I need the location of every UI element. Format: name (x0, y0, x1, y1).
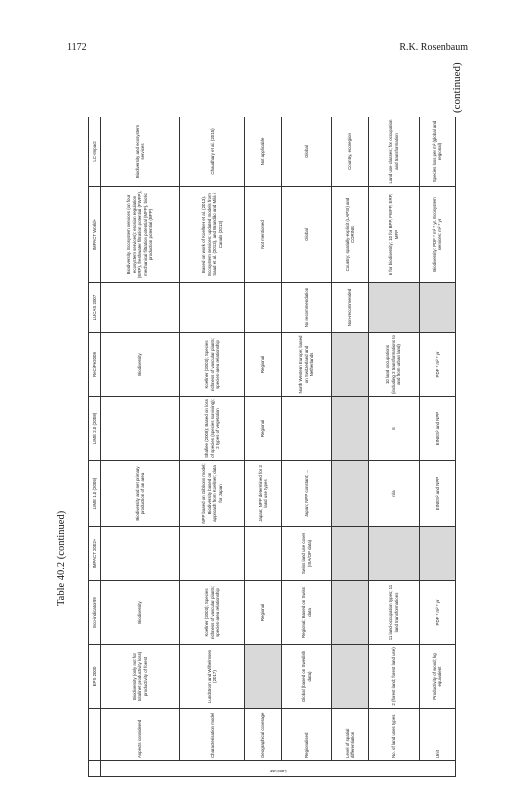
table-cell: PDF * m² * yr (419, 333, 455, 397)
table-cell: Country; spatially-explicit (LAPSI) and CORINE (332, 187, 368, 283)
table-cell: 6 (368, 397, 419, 461)
row-label: No. of land uses types (368, 709, 419, 761)
row-label: Aspects considered (101, 709, 180, 761)
table-header-row (89, 117, 101, 777)
table-cell: Productivity of wood; kg equivalent (419, 645, 455, 709)
row-label: Level of spatial differentiation (332, 709, 368, 761)
table-cell: Koellner (2003); Species richness of vascular plants; species-area relationship (180, 333, 245, 397)
table-cell: 6 for biodiversity; 10 for BPP, FWFP, ERP, MFP (368, 187, 419, 283)
table-caption: Table 40.2 (continued) (56, 510, 67, 606)
table-cell: Not mentioned (245, 187, 281, 283)
table-cell: n/a (368, 461, 419, 527)
table-cell: 10 land occupations (including 2 transformations to and from urban land) (368, 333, 419, 397)
header-cell: EPS 2000 (89, 645, 101, 709)
table-row (180, 117, 245, 777)
table-cell: Regional (245, 333, 281, 397)
table-cell (245, 527, 281, 581)
table-cell (281, 397, 332, 461)
table-cell: NPP based on Gibbons model; Biodiversity based on approach from Koellner; data for Japan (180, 461, 245, 527)
table-cell (332, 645, 368, 709)
table-cell: PDF * m² * yr (419, 581, 455, 645)
table-cell: Biodiversity and ecosystem services (101, 117, 180, 187)
running-head (67, 42, 468, 58)
table-cell: Biodiversity and net primary production of an area (101, 461, 180, 527)
table-frame (88, 117, 456, 777)
table-cell: Japan; NPP constant; ... (281, 461, 332, 527)
table-cell: Lundstrom and Wilhelmsen (2017) (180, 645, 245, 709)
table-cell: Biodiversity (only not for total/net productivity loss) productivity of forest (101, 645, 180, 709)
row-label: Regionalised (281, 709, 332, 761)
table-cell (332, 527, 368, 581)
table-cell: EINES² and NPP (419, 397, 455, 461)
table-cell (101, 283, 180, 333)
header-cell: LC-Impact (89, 117, 101, 187)
header-cell: IMPACT 2002+ (89, 527, 101, 581)
table-cell: Swiss land use cover (ISA/OP data) (281, 527, 332, 581)
header-cell: LIME 2.0 (2008) (89, 397, 101, 461)
table-cell: Regional; Based on Swiss data (281, 581, 332, 645)
table-cell: Regional (245, 581, 281, 645)
side-label: Land use (269, 769, 287, 774)
table-cell: Regional (245, 397, 281, 461)
table-row (101, 117, 180, 777)
table-cell (332, 461, 368, 527)
table-cell: 2 (forest land; forest land use) (368, 645, 419, 709)
table-row (245, 117, 281, 777)
table-cell: Chaudhary et al. (2015) (180, 117, 245, 187)
table-cell: Global (281, 117, 332, 187)
continued-label: (continued) (451, 62, 463, 113)
table-cell (245, 645, 281, 709)
header-cell: Eco-indicator99 (89, 581, 101, 645)
table-cell: 11 land-occupation types; 11 land transformations (368, 581, 419, 645)
table-cell (101, 527, 180, 581)
header-cell (89, 709, 101, 761)
table-cell: Country, ecoregion (332, 117, 368, 187)
table-cell (419, 527, 455, 581)
table-cell: Biodiversity. Ecosystem services (on four ecosystem services): erosion regulation (ERP), freshwater filtration potential (FWFP), mechanical filtration potential (MFP), biotic production potential (BPP) (101, 187, 180, 283)
table-cell (245, 283, 281, 333)
table-cell: North Western Europe; based on Switzerland and Netherlands (281, 333, 332, 397)
row-label: Geographical coverage (245, 709, 281, 761)
row-label: Characterisation model (180, 709, 245, 761)
table-cell: Japan; NPP determined for 3 land use types (245, 461, 281, 527)
table-cell: Koellner (2003); Species richness of vascular plants; species-area relationship (180, 581, 245, 645)
table-row (332, 117, 368, 777)
table-row (419, 117, 455, 777)
table-cell: Based on work of Koellner et al. (2013). Ecosystem services: updated models from Saad et al. (2013), and Brandão and Milà i Canals (2013) (180, 187, 245, 283)
header-cell: IMPACT World+ (89, 187, 101, 283)
table-cell (332, 397, 368, 461)
table-row (368, 117, 419, 777)
land-use-table (88, 117, 456, 777)
table-cell: Global (281, 187, 332, 283)
header-cell: LUCAS 2007 (89, 283, 101, 333)
running-author: R.K. Rosenbaum (399, 42, 468, 53)
rotated-table (88, 117, 456, 777)
table-cell (180, 283, 245, 333)
table-cell: Land use classes; for occupation and transformation (368, 117, 419, 187)
header-cell: LIME 1.0 (2006) (89, 461, 101, 527)
header-cell: ReCiPe2008 (89, 333, 101, 397)
table-cell: EINES² and NPP (419, 461, 455, 527)
side-label-cell (101, 761, 456, 777)
table-cell: Species loss per m² (global and regional) (419, 117, 455, 187)
table-row (281, 117, 332, 777)
row-label: Unit (419, 709, 455, 761)
table-cell: Shafiee (2008); Based on loss of species (species surviving); 2 types of vegetation (180, 397, 245, 461)
table-cell (419, 283, 455, 333)
header-cell (89, 761, 101, 777)
table-cell: Biodiversity: PDF * m² * yr. Ecosystem services: m² * yr (419, 187, 455, 283)
table-cell: Non-recommended (332, 283, 368, 333)
page-number: 1172 (67, 42, 87, 53)
table-cell: No recommendation (281, 283, 332, 333)
table-cell (332, 333, 368, 397)
table-cell (368, 283, 419, 333)
table-cell: Biodiversity (101, 333, 180, 397)
table-cell (180, 527, 245, 581)
table-cell (332, 581, 368, 645)
table-cell: Biodiversity (101, 581, 180, 645)
table-cell: Global (based on Swedish data) (281, 645, 332, 709)
table-cell (368, 527, 419, 581)
table-cell (101, 397, 180, 461)
table-cell: Not applicable (245, 117, 281, 187)
